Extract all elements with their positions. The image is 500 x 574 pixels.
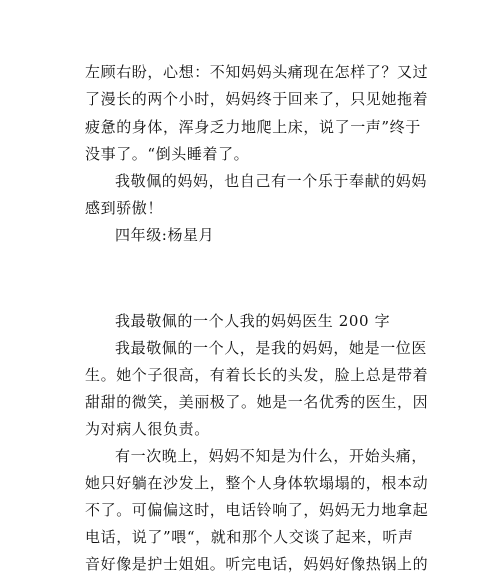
paragraph-line: 电话，说了”喂“，就和那个人交谈了起来，听声: [85, 528, 414, 546]
paragraph-line: 我最敬佩的一个人，是我的妈妈，她是一位医: [115, 339, 428, 357]
essay-title: 我最敬佩的一个人我的妈妈医生 200 字: [115, 312, 391, 330]
paragraph-line: 了漫长的两个小时，妈妈终于回来了，只见她拖着: [85, 90, 429, 108]
paragraph-line: 有一次晚上，妈妈不知是为什么，开始头痛，: [115, 447, 428, 465]
paragraph-line: 生。她个子很高，有着长长的头发，脸上总是带着: [85, 366, 429, 384]
paragraph-line: 为对病人很负责。: [85, 420, 210, 438]
paragraph-line: 疲惫的身体，浑身乏力地爬上床，说了一声”终于: [85, 118, 421, 136]
paragraph-line: 不了。可偏偏这时，电话铃响了，妈妈无力地拿起: [85, 501, 429, 519]
paragraph-line: 她只好躺在沙发上，整个人身体软塌塌的，根本动: [85, 474, 429, 492]
author-line: 四年级:杨星月: [115, 226, 215, 244]
paragraph-line: 甜甜的微笑，美丽极了。她是一名优秀的医生，因: [85, 393, 429, 411]
paragraph-line: 左顾右盼，心想：不知妈妈头痛现在怎样了？又过: [85, 63, 429, 81]
paragraph-line: 没事了。“倒头睡着了。: [85, 145, 250, 163]
paragraph-line: 感到骄傲！: [85, 199, 164, 217]
paragraph-line: 我敬佩的妈妈，也自己有一个乐于奉献的妈妈: [115, 172, 428, 190]
paragraph-line: 音好像是护士姐姐。听完电话，妈妈好像热锅上的: [85, 555, 429, 573]
